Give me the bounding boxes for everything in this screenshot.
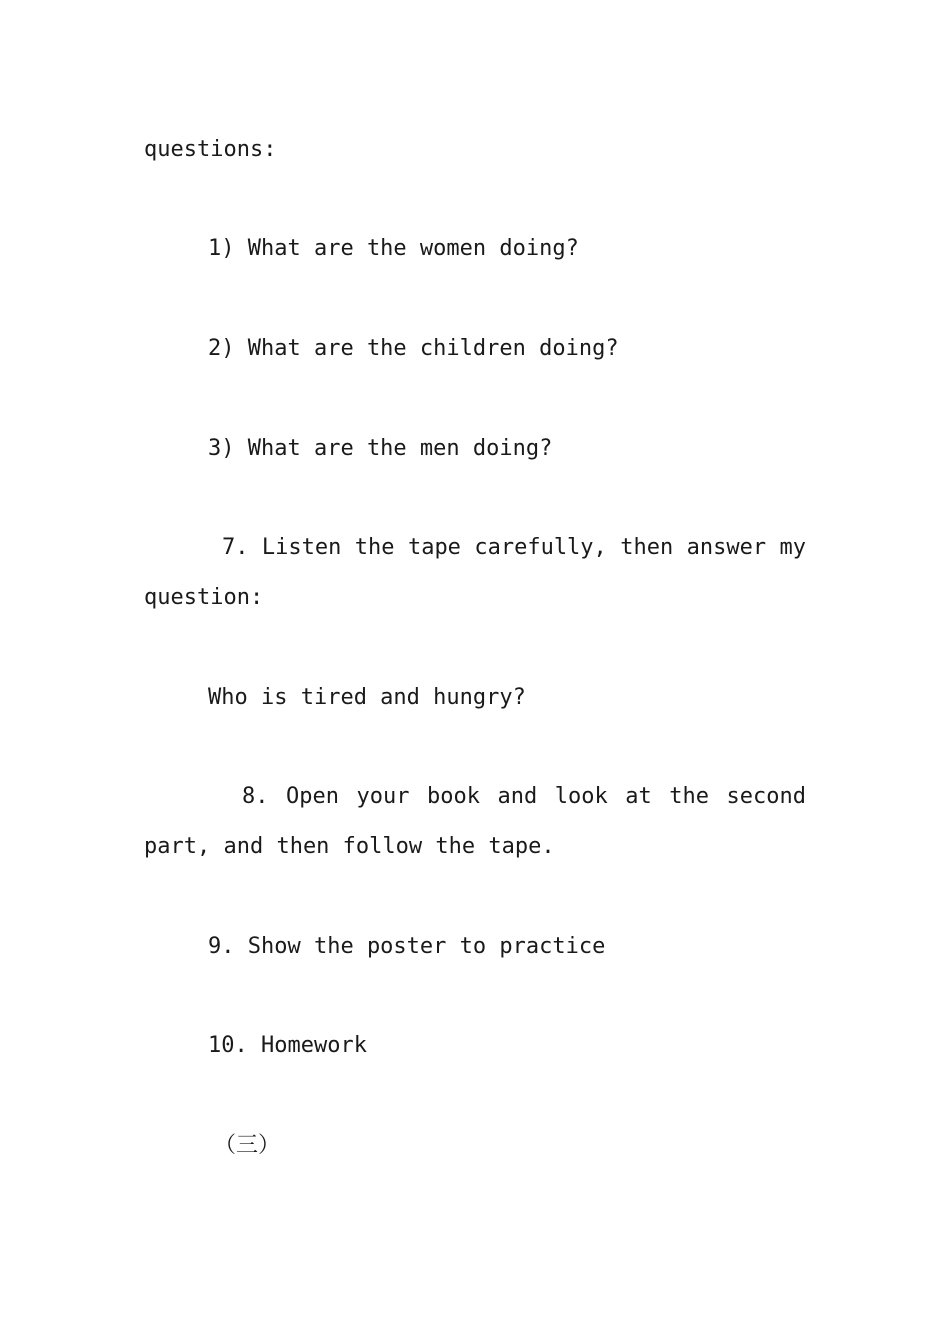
step-8-line-2: part, and then follow the tape. — [144, 834, 555, 859]
step-10: 10. Homework — [208, 1033, 367, 1058]
question-item-1: 1) What are the women doing? — [208, 236, 579, 261]
question-item-3: 3) What are the men doing? — [208, 436, 553, 461]
step-9: 9. Show the poster to practice — [208, 934, 606, 959]
question-item-2: 2) What are the children doing? — [208, 336, 619, 361]
step-7-line-2: question: — [144, 585, 264, 610]
step-8-line-1: 8. Open your book and look at the second — [242, 784, 806, 809]
section-heading-3: （三） — [214, 1133, 281, 1158]
text-line-questions: questions: — [144, 137, 277, 162]
step-7-line-1: 7. Listen the tape carefully, then answer my — [222, 535, 806, 560]
step-7-question: Who is tired and hungry? — [208, 685, 526, 710]
